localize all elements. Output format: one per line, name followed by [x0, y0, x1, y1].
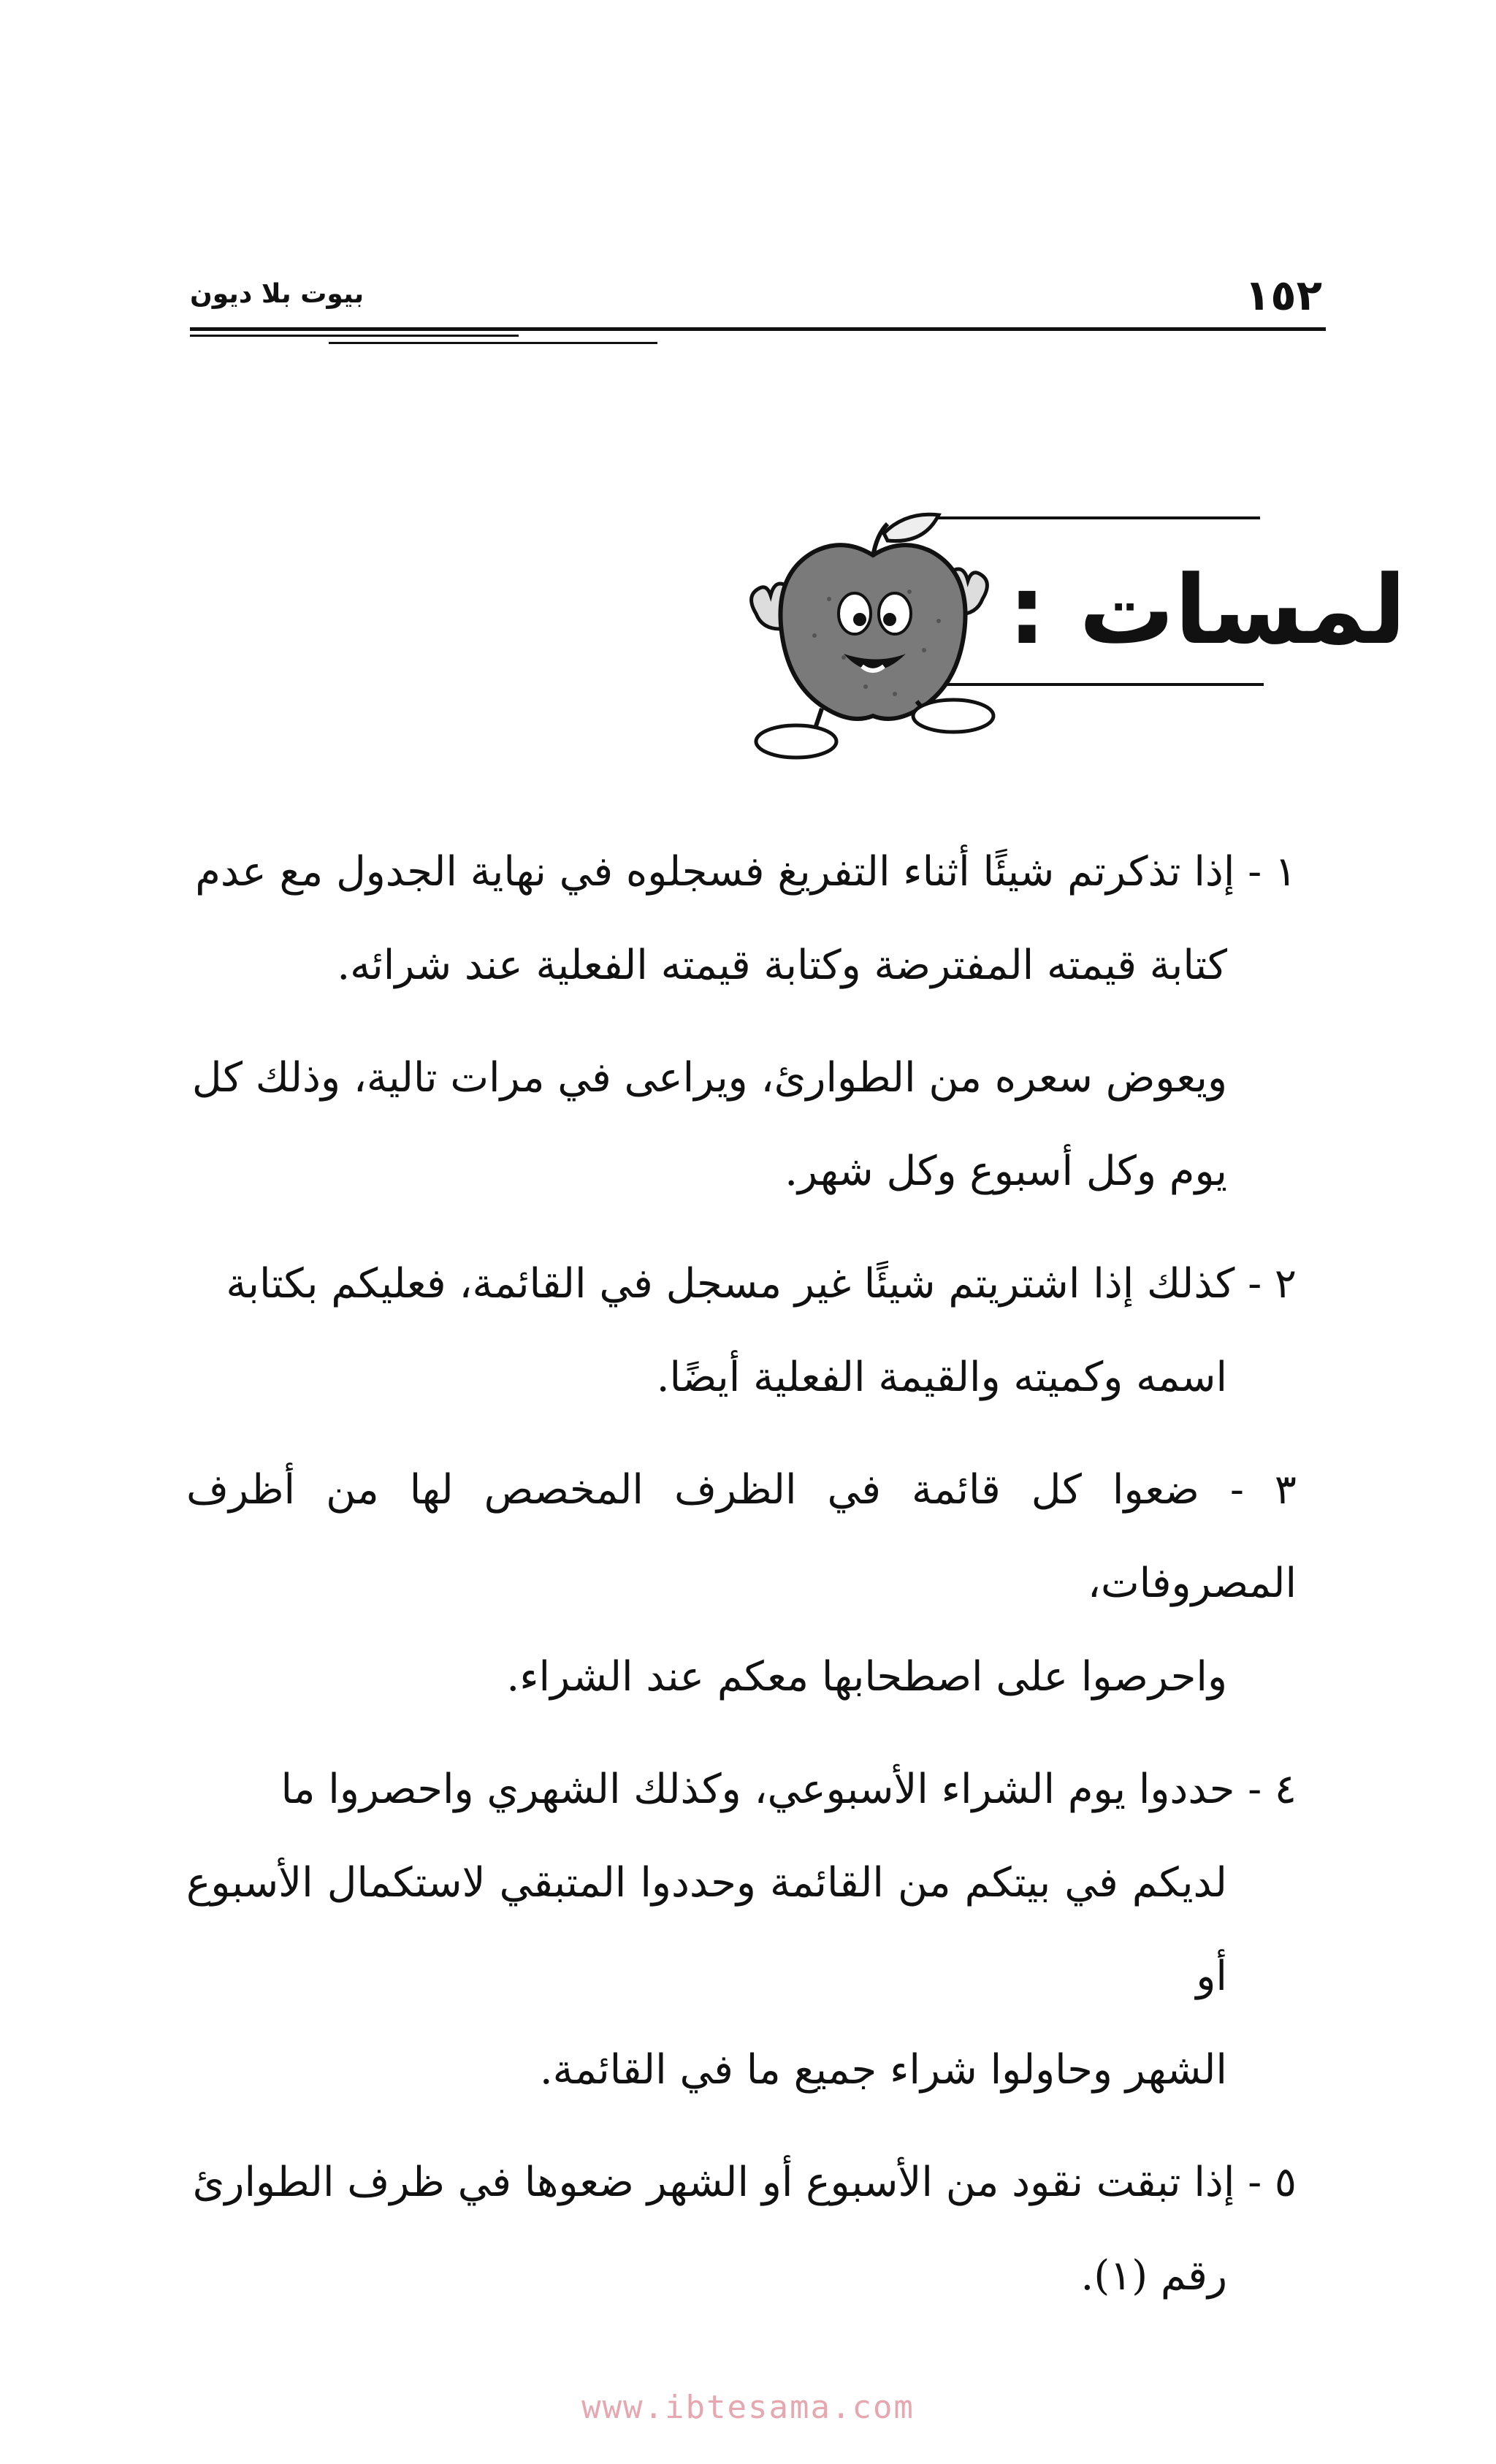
item-number: ٢ -: [1248, 1260, 1297, 1308]
paragraph: [186, 1031, 1297, 1218]
item-number: ٣ -: [1229, 1466, 1297, 1514]
item-text: يوم وكل أسبوع وكل شهر.: [785, 1148, 1227, 1195]
header-rule-secondary: [190, 335, 519, 337]
header-rule-tertiary: [329, 342, 657, 344]
apple-mascot-icon: [727, 504, 1019, 767]
item-text: رقم (١).: [1080, 2252, 1227, 2300]
page-header: [190, 270, 1322, 329]
item-number: ٤ -: [1248, 1766, 1297, 1813]
item-text: اسمه وكميته والقيمة الفعلية أيضًا.: [656, 1354, 1227, 1401]
item-text: واحرصوا على اصطحابها معكم عند الشراء.: [506, 1653, 1227, 1701]
list-item: [186, 1443, 1297, 1724]
list-item: [186, 1743, 1297, 2117]
list-item: [186, 825, 1297, 1012]
item-text: ضعوا كل قائمة في الظرف المخصص لها من أظرف المصروفات،: [186, 1466, 1297, 1607]
list-item: [186, 1237, 1297, 1424]
item-text: كتابة قيمته المفترضة وكتابة قيمته الفعلية عند شرائه.: [337, 942, 1227, 989]
section-title: لمسات :: [1008, 554, 1406, 665]
watermark: www.ibtesama.com: [581, 2389, 915, 2426]
item-text: ويعوض سعره من الطوارئ، ويراعى في مرات تالية، وذلك كل: [191, 1054, 1227, 1102]
item-number: ٥ -: [1248, 2159, 1297, 2206]
item-text: الشهر وحاولوا شراء جميع ما في القائمة.: [539, 2046, 1227, 2094]
header-rule: [190, 327, 1326, 331]
article-body: [186, 825, 1297, 2342]
item-text: حددوا يوم الشراء الأسبوعي، وكذلك الشهري واحصروا ما: [280, 1766, 1235, 1813]
item-text: كذلك إذا اشتريتم شيئًا غير مسجل في القائمة، فعليكم بكتابة: [226, 1260, 1235, 1308]
item-text: إذا تبقت نقود من الأسبوع أو الشهر ضعوها في ظرف الطوارئ: [192, 2159, 1235, 2206]
list-item: [186, 2136, 1297, 2323]
page-number: ١٥٢: [1244, 270, 1322, 320]
item-number: ١ -: [1248, 848, 1297, 896]
item-text: لديكم في بيتكم من القائمة وحددوا المتبقي لاستكمال الأسبوع أو: [186, 1859, 1227, 2000]
item-text: إذا تذكرتم شيئًا أثناء التفريغ فسجلوه في نهاية الجدول مع عدم: [195, 848, 1235, 896]
book-title: بيوت بلا ديون: [190, 279, 365, 309]
